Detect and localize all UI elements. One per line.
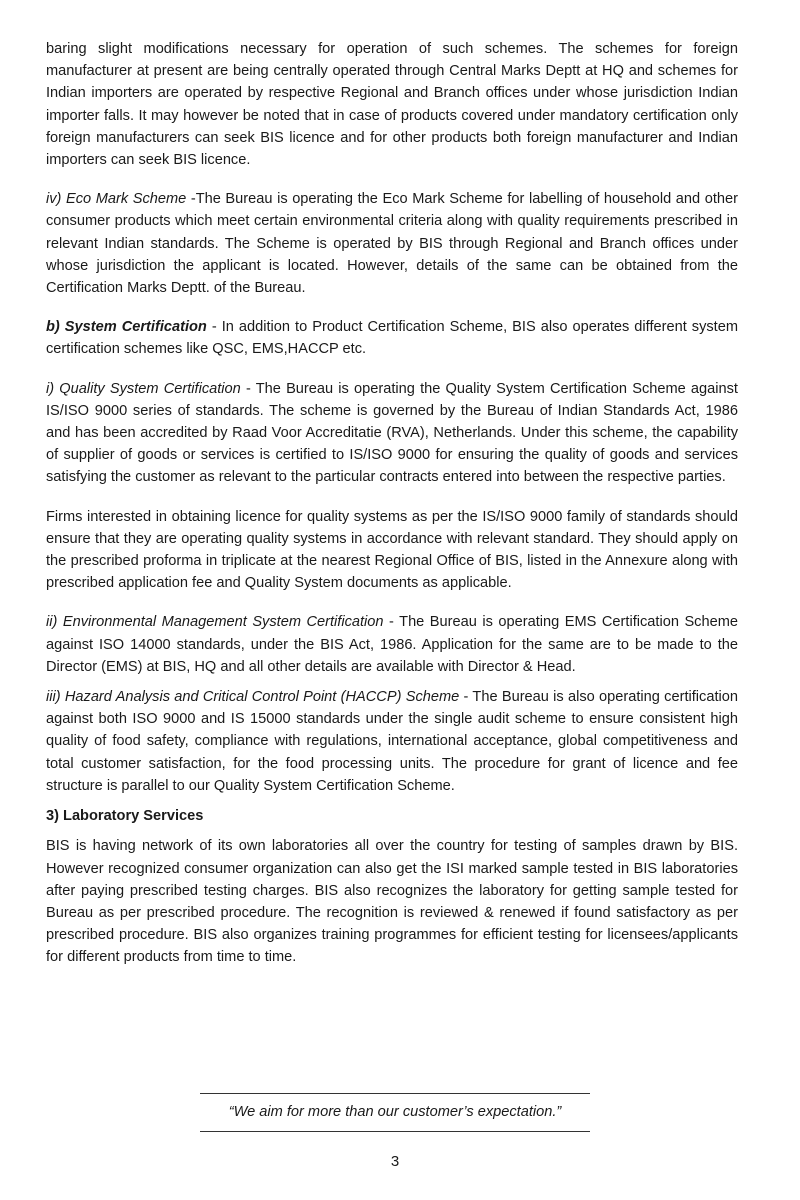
paragraph-ems-certification (46, 611, 738, 678)
paragraph-system-certification (46, 316, 738, 360)
body-text (46, 38, 738, 986)
ems-body: - The Bureau is operating EMS Certification Scheme against ISO 14000 standards, under the BIS Act, 1986. Application for the same are to be made to the Director (EMS) at BIS, HQ and all other details are available with Director & Head. (46, 614, 738, 675)
system-certification-heading: b) System Certification (46, 319, 207, 336)
paragraph-firms-interested: Firms interested in obtaining licence for quality systems as per the IS/ISO 9000 family of standards should ensure that they are operating quality systems in accordance with relevant standard. They should apply on the prescribed proforma in triplicate at the nearest Regional Office of BIS, listed in the Annexure along with prescribed application fee and Quality System documents as applicable. (46, 508, 738, 592)
paragraph-eco-mark-scheme (46, 188, 738, 299)
eco-mark-body: -The Bureau is operating the Eco Mark Scheme for labelling of household and other consumer products which meet certain environmental criteria along with quality requirements prescribed in relevant Indian standards. The Scheme is operated by BIS through Regional and Branch offices under whose jurisdiction the applicant is located. However, details of the same can be obtained from the Certification Marks Deptt. of the Bureau. (46, 191, 738, 297)
eco-mark-lead: iv) Eco Mark Scheme (46, 191, 187, 208)
laboratory-services-heading: 3) Laboratory Services (46, 808, 204, 825)
paragraph-haccp-scheme (46, 686, 738, 797)
motto-bottom-rule (200, 1131, 590, 1132)
qsc-body: - The Bureau is operating the Quality System Certification Scheme against IS/ISO 9000 series of standards. The scheme is governed by the Bureau of Indian Standards Act, 1986 and has been accredited by Raad Voor Accreditatie (RVA), Netherlands. Under this scheme, the capability of supplier of goods or services is certified to IS/ISO 9000 for ensuring the quality of goods and services satisfying the customer as relevant to the particular contracts entered into between the respective parties. (46, 380, 738, 486)
paragraph-laboratory-services: BIS is having network of its own laboratories all over the country for testing of samples drawn by BIS. However recognized consumer organization can also get the ISI marked sample tested in BIS laboratories after paying prescribed testing charges. BIS also recognizes the laboratory for getting sample tested for Bureau as per prescribed procedure. The recognition is reviewed & renewed if found satisfactory as per prescribed procedure. BIS also organizes training programmes for efficient testing for licensees/applicants for different products from time to time. (46, 838, 738, 966)
haccp-lead: iii) Hazard Analysis and Critical Control Point (HACCP) Scheme (46, 689, 460, 706)
page-number: 3 (390, 1153, 400, 1170)
haccp-body: - The Bureau is also operating certification against both ISO 9000 and IS 15000 standards under the single audit scheme to ensure consistent high quality of food safety, compliance with regulations, international acceptance, global competitiveness and total customer satisfaction, for the food processing units. The procedure for grant of licence and fee structure is parallel to our Quality System Certification Scheme. (46, 689, 738, 794)
motto-top-rule (200, 1093, 590, 1094)
paragraph-quality-system-certification (46, 378, 738, 489)
ems-lead: ii) Environmental Management System Certification (46, 614, 384, 631)
motto-quote: “We aim for more than our customer’s expectation.” (228, 1104, 562, 1120)
qsc-lead: i) Quality System Certification (46, 380, 241, 397)
paragraph-foreign-manufacturer: baring slight modifications necessary for operation of such schemes. The schemes for foreign manufacturer at present are being centrally operated through Central Marks Deptt at HQ and schemes for Indian importers are operated by respective Regional and Branch offices under whose jurisdiction Indian importer falls. It may however be noted that in case of products covered under mandatory certification only foreign manufacturers can seek BIS licence and for other products both foreign manufacturer and Indian importers can seek BIS licence. (46, 41, 738, 169)
system-certification-body: - In addition to Product Certification Scheme, BIS also operates different system certification schemes like QSC, EMS,HACCP etc. (46, 319, 738, 358)
